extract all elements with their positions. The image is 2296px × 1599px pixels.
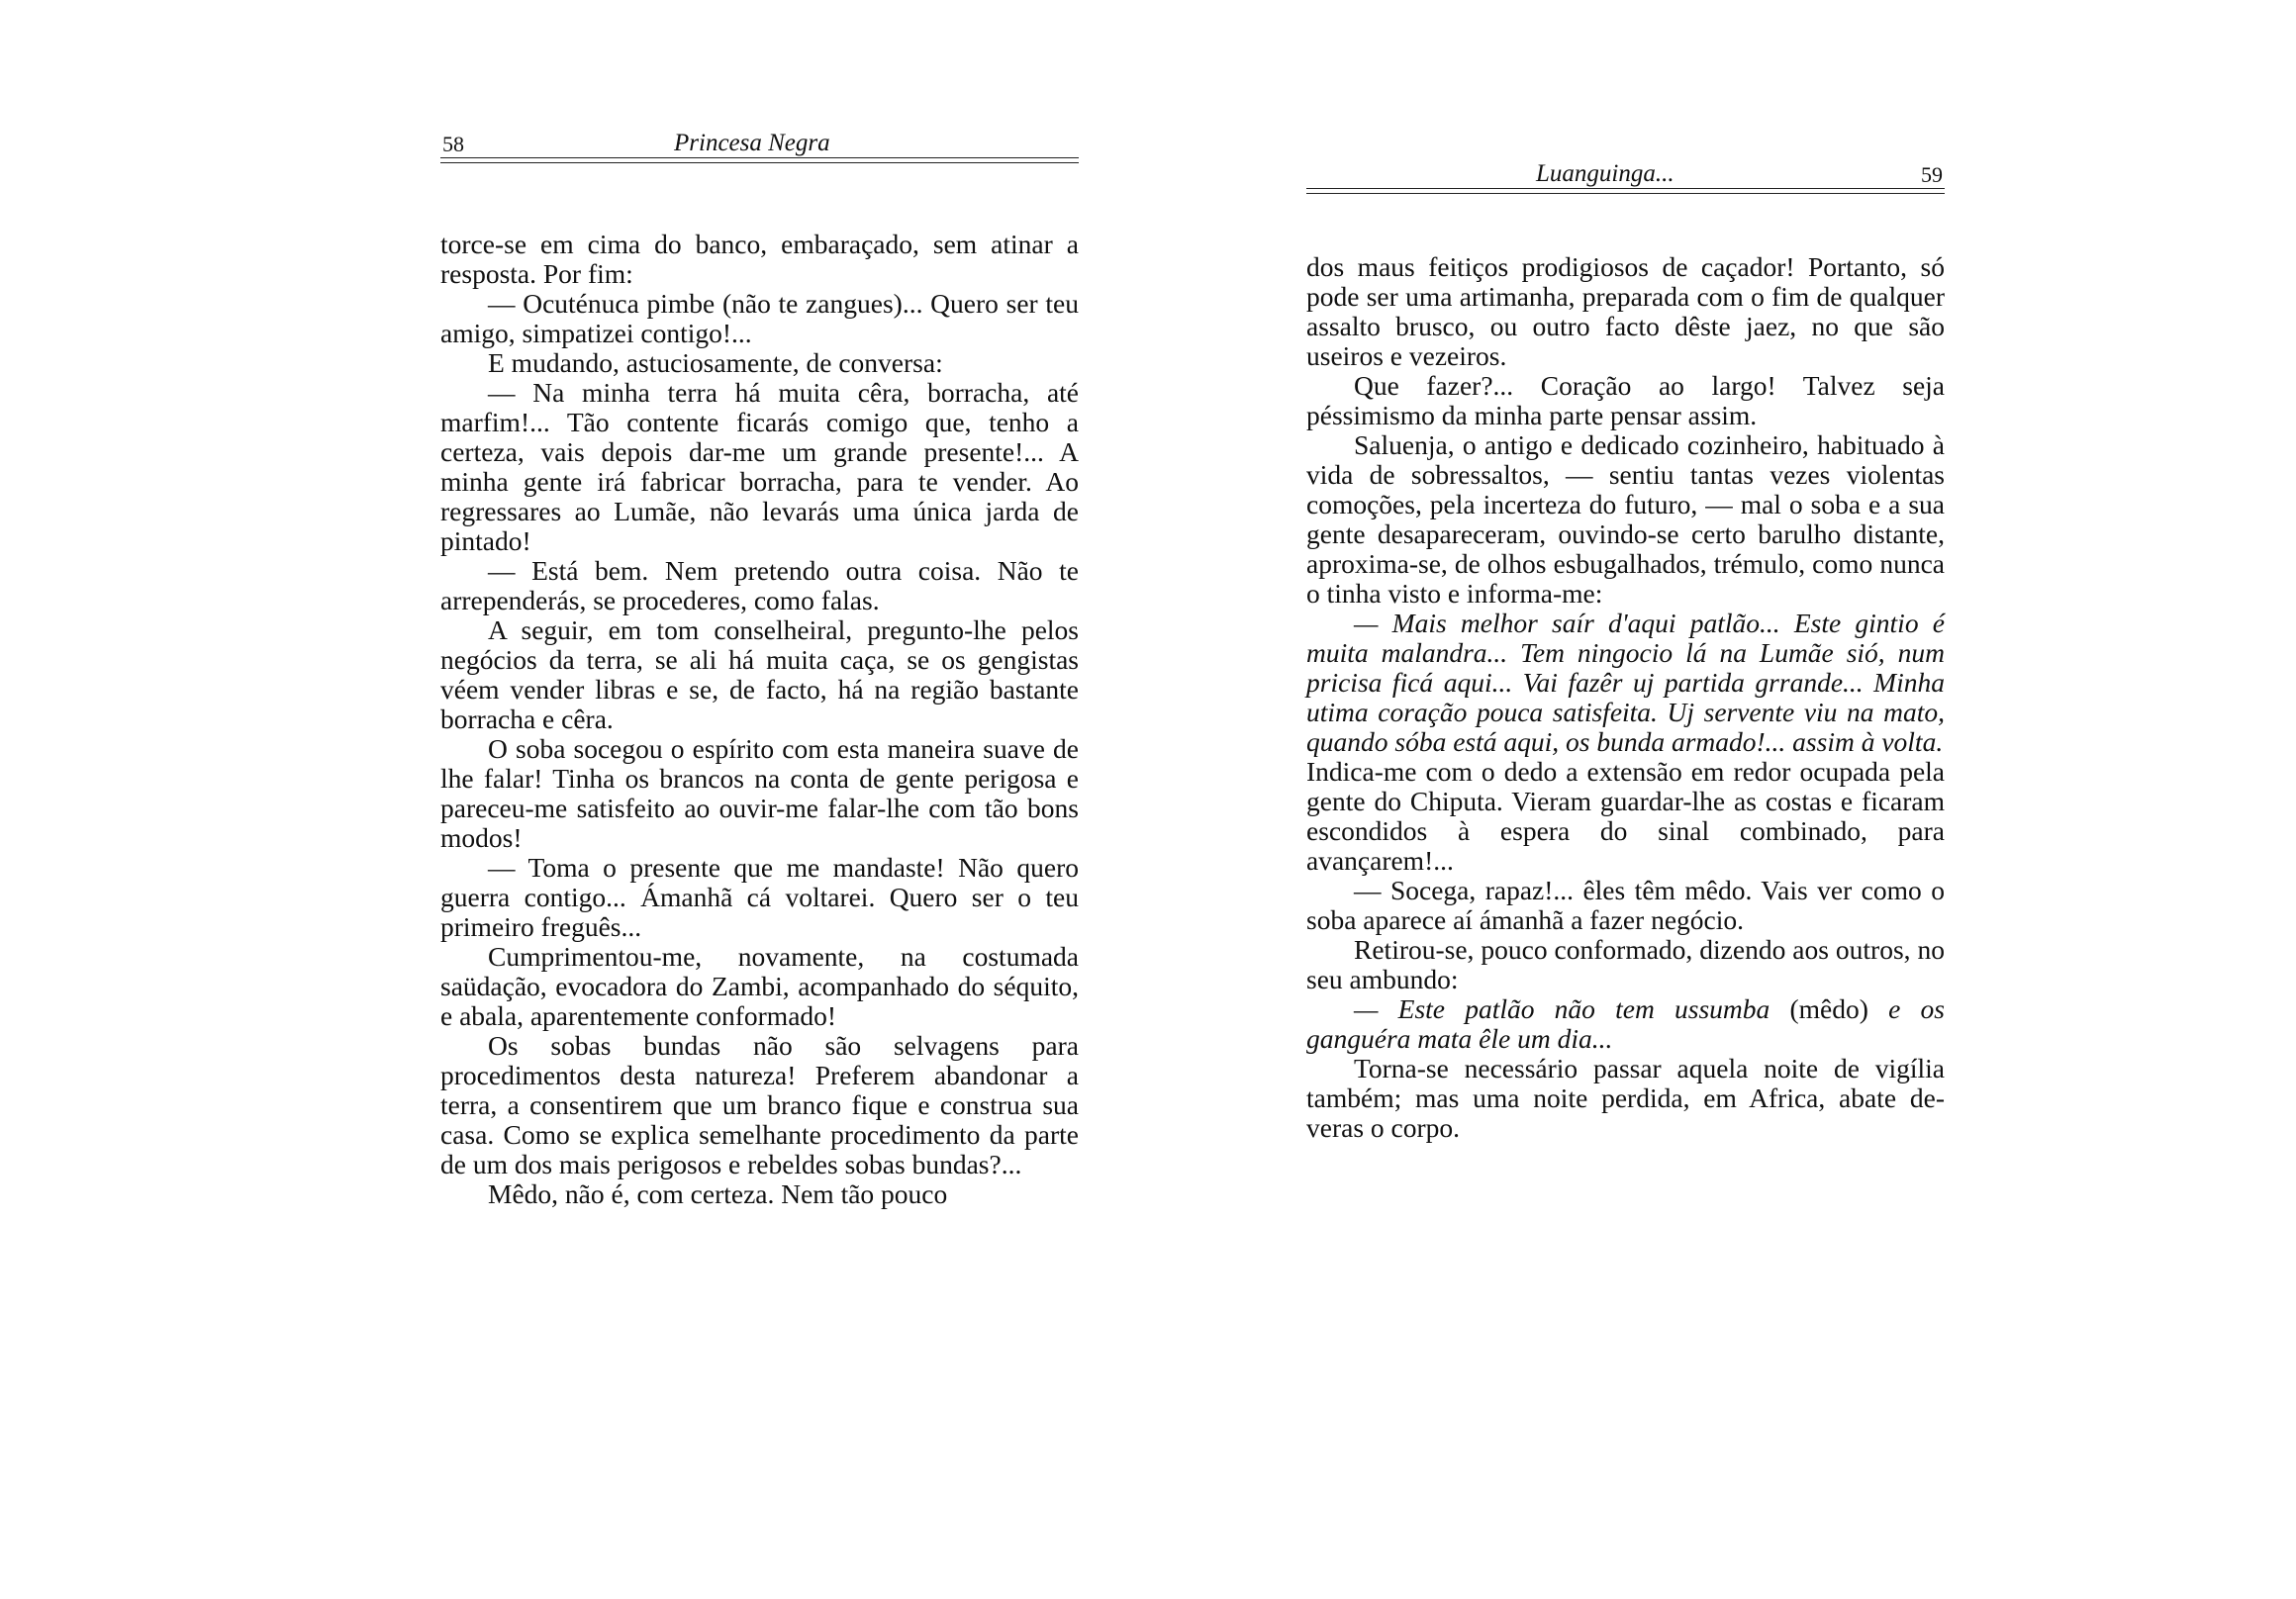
right-page-header: [1306, 154, 1945, 194]
italic-phrase: — Este patlão não tem ussumba: [1354, 993, 1770, 1024]
left-page-number: 58: [442, 132, 464, 156]
paragraph: Que fazer?... Coração ao largo! Talvez seja péssimismo da minha parte pensar assim.: [1306, 370, 1945, 430]
paragraph: O soba socegou o espírito com esta maneira suave de lhe falar! Tinha os brancos na conta de gente perigosa e pareceu-me satisfeito ao ouvir-me falar-lhe com tão bons modos!: [440, 733, 1079, 853]
left-running-title: Princesa Negra: [674, 130, 830, 156]
paragraph: [1306, 994, 1945, 1054]
paragraph: Torna-se necessário passar aquela noite de vigília também; mas uma noite perdida, em Africa, abate de-veras o corpo.: [1306, 1053, 1945, 1143]
paragraph: Retirou-se, pouco conformado, dizendo aos outros, no seu ambundo:: [1306, 934, 1945, 994]
paragraph: — Ocuténuca pimbe (não te zangues)... Quero ser teu amigo, simpatizei contigo!...: [440, 288, 1079, 348]
paragraph: — Na minha terra há muita cêra, borracha, até marfim!... Tão contente ficarás comigo que, tenho a certeza, vais depois dar-me um grande presente!... A minha gente irá fabricar borracha, para te vender. Ao regressares ao Lumãe, não levarás uma única jarda de pintado!: [440, 377, 1079, 556]
paragraph: Indica-me com o dedo a extensão em redor ocupada pela gente do Chiputa. Vieram guardar-lhe as costas e ficaram escondidos à espera do sinal combinado, para avançarem!...: [1306, 756, 1945, 876]
paragraph: Mêdo, não é, com certeza. Nem tão pouco: [488, 1178, 948, 1209]
left-header-rule: [440, 157, 1079, 163]
paragraph: — Está bem. Nem pretendo outra coisa. Não te arrependerás, se procederes, como falas.: [440, 555, 1079, 615]
plain-phrase: (mêdo): [1789, 993, 1868, 1024]
paragraph: A seguir, em tom conselheiral, preguntо-lhe pelos negócios da terra, se ali há muita caça, se os gengistas véem vender libras e se, de facto, há na região bastante borracha e cêra.: [440, 614, 1079, 734]
paragraph: Os sobas bundas não são selvagens para procedimentos desta natureza! Preferem abandonar a terra, a consentirem que um branco fique e construa sua casa. Como se explica semelhante procedimento da parte de um dos mais perigosos e rebeldes sobas bundas?...: [440, 1030, 1079, 1179]
paragraph: Cumprimentou-me, novamente, na costumada saüdação, evocadora do Zambi, acompanhado do séquito, e abala, aparentemente conformado!: [440, 941, 1079, 1031]
paragraph: torce-se em cima do banco, embaraçado, sem atinar a resposta. Por fim:: [440, 229, 1079, 289]
paragraph: dos maus feitiços prodigiosos de caçador! Portanto, só pode ser uma artimanha, preparada com o fim de qualquer assalto brusco, ou outro facto dêste jaez, no que são useiros e vezeiros.: [1306, 251, 1945, 371]
paragraph: — Toma o presente que me mandaste! Não quero guerra contigo... Ámanhã cá voltarei. Quero ser o teu primeiro freguês...: [440, 852, 1079, 942]
paragraph: Saluenja, o antigo e dedicado cozinheiro, habituado à vida de sobressaltos, — sentiu tantas vezes violentas comoções, pela incerteza do futuro, — mal o soba e a sua gente desapareceram, ouvindo-se certo barulho distante, aproxima-se, de olhos esbugalhados, trémulo, como nunca o tinha visto e informa-me:: [1306, 429, 1945, 609]
left-body-text: [440, 230, 1079, 1209]
italic-phrase: e os ganguéra mata êle um dia...: [1306, 993, 1945, 1054]
right-header-rule: [1306, 188, 1945, 194]
paragraph: — Mais melhor saír d'aqui patlão... Este gintio é muita malandra... Tem ningocio lá na Lumãe sió, num pricisa ficá aqui... Vai fazêr uj partida grrande... Minha utima coração pouca satisfeita. Uj servente viu na mato, quando sóba está aqui, os bunda armado!... assim à volta.: [1306, 608, 1945, 757]
right-running-title: Luanguinga...: [1536, 160, 1674, 187]
right-body-text: [1306, 252, 1945, 1143]
left-page-header: [440, 124, 1079, 163]
paragraph: E mudando, astuciosamente, de conversa:: [488, 347, 943, 378]
paragraph: — Socega, rapaz!... êles têm mêdo. Vais ver como o soba aparece aí ámanhã a fazer negócio.: [1306, 875, 1945, 935]
right-page-number: 59: [1921, 162, 1943, 187]
